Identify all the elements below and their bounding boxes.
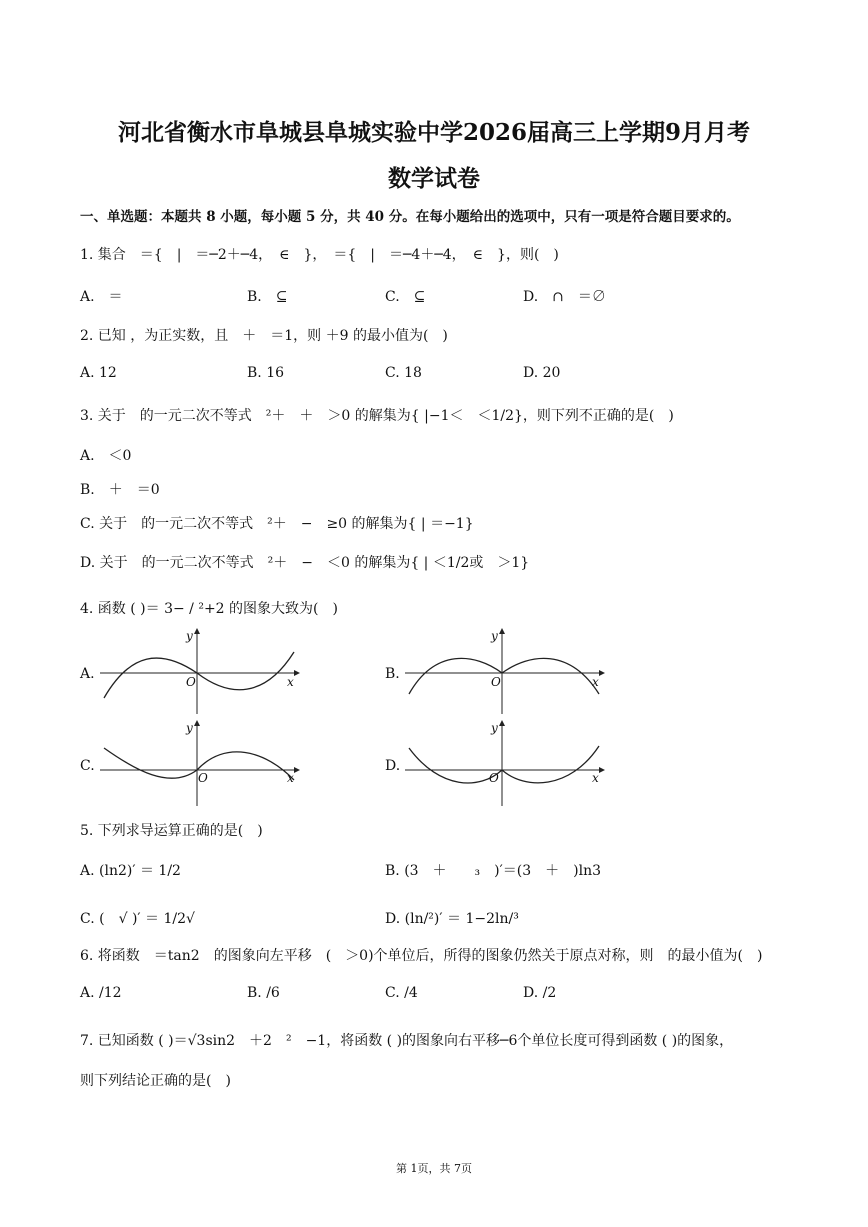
- q1-option-d: D. ∩ ＝∅: [523, 289, 606, 305]
- question-5-stem: 5. 下列求导运算正确的是( ): [80, 823, 263, 839]
- q5-option-b: B. (3 ＋ ₃ )′＝(3 ＋ )ln3: [385, 863, 602, 879]
- page-subtitle: 数学试卷: [388, 165, 480, 192]
- q2-option-b: B. 16: [247, 365, 285, 381]
- q1-option-b: B. ⊆: [247, 289, 288, 305]
- origin-label: O: [489, 771, 499, 785]
- q4-option-d: D.: [385, 758, 401, 774]
- q3-option-b: B. ＋ ＝0: [80, 482, 160, 498]
- origin-label: O: [491, 675, 501, 689]
- q1-option-a: A. ＝: [80, 289, 123, 305]
- q5-option-d: D. (ln/²)′ ＝ 1−2ln/³: [385, 911, 519, 927]
- origin-label: O: [198, 771, 208, 785]
- q3-option-d: D. 关于 的一元二次不等式 ²＋ − ＜0 的解集为{ | ＜1/2或 ＞1}: [80, 555, 530, 571]
- axis-y-label: y: [186, 629, 193, 643]
- question-4-stem: 4. 函数 ( )＝ 3− / ²+2 的图象大致为( ): [80, 601, 338, 617]
- section-heading: 一、单选题：本题共 8 小题，每小题 5 分，共 40 分。在每小题给出的选项中，只有一项是符合题目要求的。: [80, 209, 740, 225]
- question-1-stem: 1. 集合 ＝{ | ＝─2＋─4， ∈ }， ＝{ | ＝─4＋─4， ∈ }，则( ): [80, 247, 559, 263]
- question-2-stem: 2. 已知 ，为正实数，且 ＋ ＝1，则 ＋9 的最小值为( ): [80, 328, 448, 344]
- question-6-stem: 6. 将函数 ＝tan2 的图象向左平移 ( ＞0)个单位后，所得的图象仍然关于原点对称，则 的最小值为( ): [80, 948, 763, 964]
- q4-option-c: C.: [80, 758, 95, 774]
- page-title: 河北省衡水市阜城县阜城实验中学2026届高三上学期9月月考: [117, 119, 751, 146]
- q4-graph-a: [100, 628, 300, 714]
- question-3-stem: 3. 关于 的一元二次不等式 ²＋ ＋ ＞0 的解集为{ |−1＜ ＜1/2}，则下列不正确的是( ): [80, 408, 674, 424]
- axis-x-label: x: [287, 675, 294, 689]
- q6-option-d: D. /2: [523, 985, 557, 1001]
- q6-option-a: A. /12: [80, 985, 122, 1001]
- q2-option-d: D. 20: [523, 365, 561, 381]
- q2-option-a: A. 12: [80, 365, 117, 381]
- page-footer: 第 1页，共 7页: [396, 1162, 472, 1175]
- q6-option-b: B. /6: [247, 985, 280, 1001]
- question-7-stem: 7. 已知函数 ( )＝√3sin2 ＋2 ² −1，将函数 ( )的图象向右平移─6个单位长度可得到函数 ( )的图象，: [80, 1033, 734, 1049]
- q4-option-b: B.: [385, 666, 400, 682]
- origin-label: O: [186, 675, 196, 689]
- axis-x-label: x: [592, 771, 599, 785]
- q4-graph-c: [100, 720, 300, 806]
- axis-x-label: x: [287, 771, 294, 785]
- q3-option-a: A. ＜0: [80, 448, 132, 464]
- q5-option-c: C. ( √ )′ ＝ 1/2√: [80, 911, 195, 927]
- question-7-stem-cont: 则下列结论正确的是( ): [80, 1073, 231, 1089]
- q4-graph-d: [405, 720, 605, 806]
- axis-x-label: x: [592, 675, 599, 689]
- q4-graph-b: [405, 628, 605, 714]
- axis-y-label: y: [186, 721, 193, 735]
- axis-y-label: y: [491, 721, 498, 735]
- q1-option-c: C. ⊆: [385, 289, 426, 305]
- q2-option-c: C. 18: [385, 365, 422, 381]
- q4-option-a: A.: [80, 666, 95, 682]
- q5-option-a: A. (ln2)′ ＝ 1/2: [80, 863, 181, 879]
- axis-y-label: y: [491, 629, 498, 643]
- q3-option-c: C. 关于 的一元二次不等式 ²＋ − ≥0 的解集为{ | ＝−1}: [80, 516, 474, 532]
- q6-option-c: C. /4: [385, 985, 418, 1001]
